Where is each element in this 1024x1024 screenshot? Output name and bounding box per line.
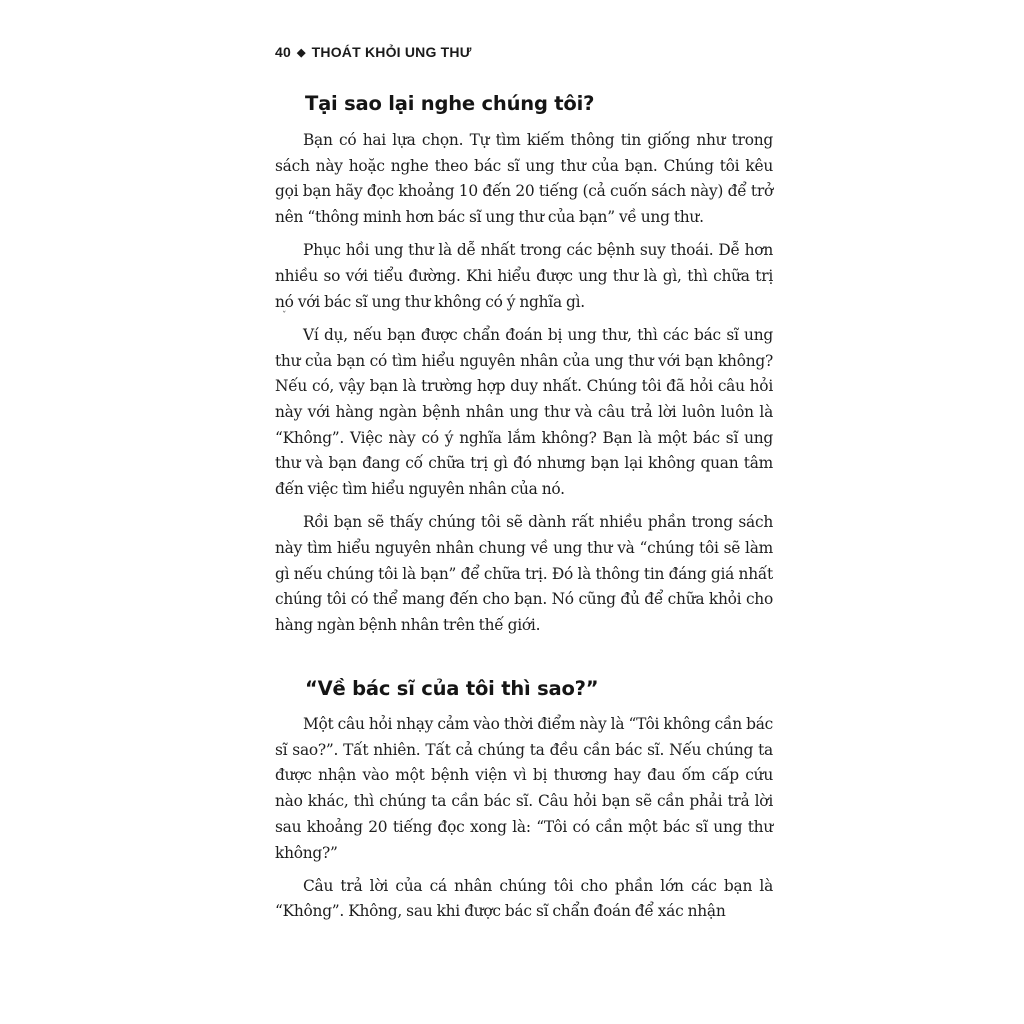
paragraph: Bạn có hai lựa chọn. Tự tìm kiếm thông tin giống như trong sách này hoặc nghe theo bác sĩ ung thư của bạn. Chúng tôi kêu gọi bạn hãy đọc khoảng 10 đến 20 tiếng (cả cuốn sách này) để trở nên “thông minh hơn bác sĩ ung thư của bạn” về ung thư. (275, 131, 773, 227)
paragraph: Phục hồi ung thư là dễ nhất trong các bệnh suy thoái. Dễ hơn nhiều so với tiểu đường. Khi hiểu được ung thư là gì, thì chữa trị nó với bác sĩ ung thư không có ý nghĩa gì. (275, 241, 773, 311)
paragraph: Một câu hỏi nhạy cảm vào thời điểm này là “Tôi không cần bác sĩ sao?”. Tất nhiên. Tất cả chúng ta đều cần bác sĩ. Nếu chúng ta được nhận vào một bệnh viện vì bị thương hay đau ốm cấp cứu nào khác, thì chúng ta cần bác sĩ. Câu hỏi bạn sẽ cần phải trả lời sau khoảng 20 tiếng đọc xong là: “Tôi có cần một bác sĩ ung thư không?” (275, 715, 773, 862)
page-number: 40 (275, 44, 291, 60)
section-why-listen (275, 92, 773, 639)
margin-mark: ˇ (282, 311, 287, 321)
section-heading: “Về bác sĩ của tôi thì sao?” (305, 677, 599, 700)
diamond-separator-icon: ◆ (296, 47, 306, 59)
paragraph: Câu trả lời của cá nhân chúng tôi cho phần lớn các bạn là “Không”. Không, sau khi được bác sĩ chẩn đoán để xác nhận (275, 876, 773, 921)
paragraph: Ví dụ, nếu bạn được chẩn đoán bị ung thư, thì các bác sĩ ung thư của bạn có tìm hiểu nguyên nhân của ung thư với bạn không? Nếu có, vậy bạn là trường hợp duy nhất. Chúng tôi đã hỏi câu hỏi này với hàng ngàn bệnh nhân ung thư và câu trả lời luôn luôn là “Không”. Việc này có ý nghĩa lắm không? Bạn là một bác sĩ ung thư và bạn đang cố chữa trị gì đó nhưng bạn lại không quan tâm đến việc tìm hiểu nguyên nhân của nó. (275, 325, 773, 499)
book-title: THOÁT KHỎI UNG THƯ (311, 44, 472, 60)
running-header (275, 44, 472, 60)
section-heading: Tại sao lại nghe chúng tôi? (305, 92, 595, 115)
section-about-my-doctor (275, 677, 773, 925)
paragraph: Rồi bạn sẽ thấy chúng tôi sẽ dành rất nhiều phần trong sách này tìm hiểu nguyên nhân chung về ung thư và “chúng tôi sẽ làm gì nếu chúng tôi là bạn” để chữa trị. Đó là thông tin đáng giá nhất chúng tôi có thể mang đến cho bạn. Nó cũng đủ để chữa khỏi cho hàng ngàn bệnh nhân trên thế giới. (275, 513, 773, 635)
